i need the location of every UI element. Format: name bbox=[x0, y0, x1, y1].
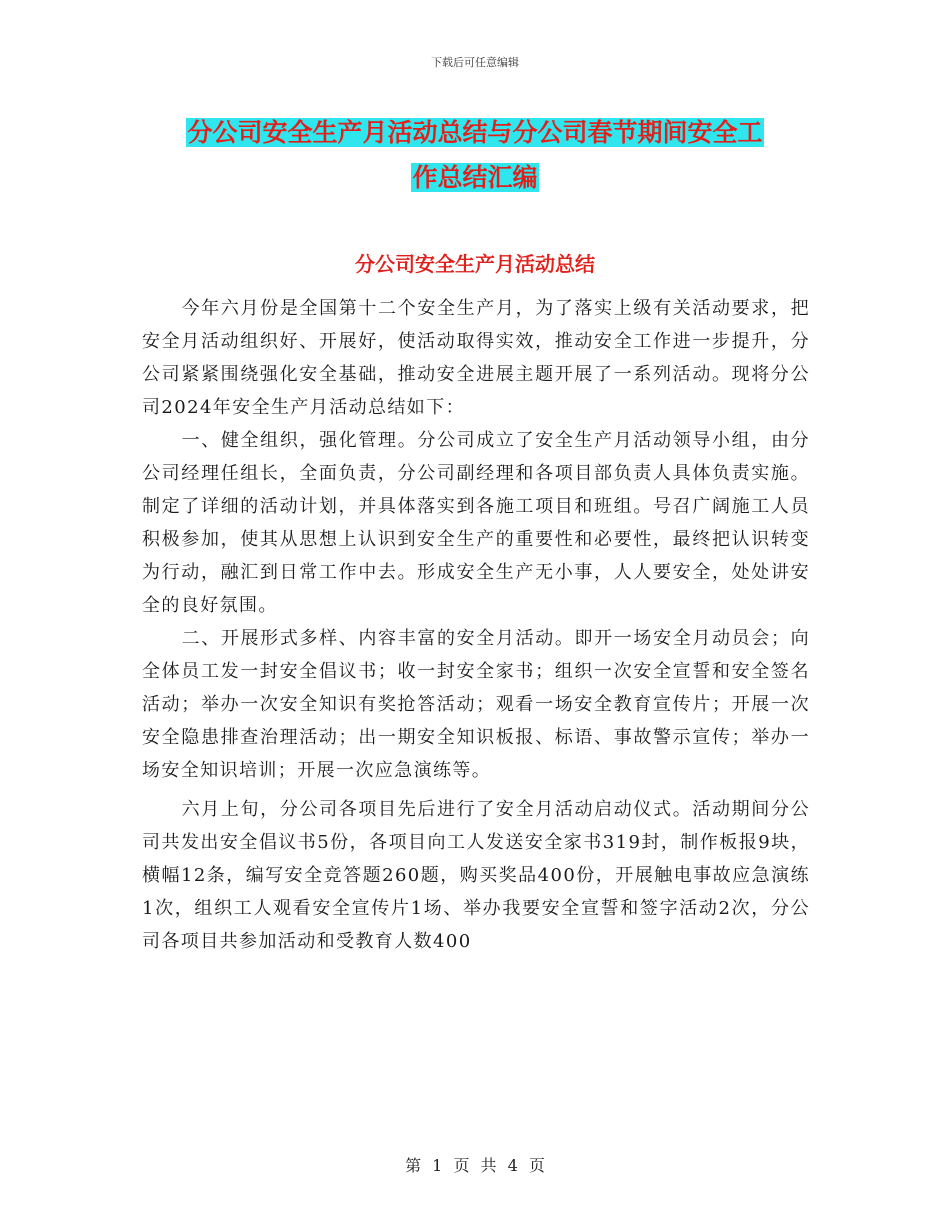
section-title: 分公司安全生产月活动总结 bbox=[355, 252, 595, 276]
body-text bbox=[142, 292, 810, 958]
paragraph-activities: 二、开展形式多样、内容丰富的安全月活动。即开一场安全月动员会；向全体员工发一封安全倡议书；收一封安全家书；组织一次安全宣誓和安全签名活动；举办一次安全知识有奖抢答活动；观看一场安全教育宣传片；开展一次安全隐患排查治理活动；出一期安全知识板报、标语、事故警示宣传；举办一场安全知识培训；开展一次应急演练等。 bbox=[142, 628, 810, 781]
document-title bbox=[0, 110, 950, 200]
paragraph-organization: 一、健全组织，强化管理。分公司成立了安全生产月活动领导小组，由分公司经理任组长，全面负责，分公司副经理和各项目部负责人具体负责实施。制定了详细的活动计划，并具体落实到各施工项目和班组。号召广阔施工人员积极参加，使其从思想上认识到安全生产的重要性和必要性，最终把认识转变为行动，融汇到日常工作中去。形成安全生产无小事，人人要安全，处处讲安全的良好氛围。 bbox=[142, 430, 810, 616]
page-number: 第 1 页 共 4 页 bbox=[405, 1156, 545, 1175]
document-title-line-2: 作总结汇编 bbox=[412, 163, 538, 192]
document-title-line-1: 分公司安全生产月活动总结与分公司春节期间安全工 bbox=[187, 118, 763, 147]
paragraph-statistics: 六月上旬，分公司各项目先后进行了安全月活动启动仪式。活动期间分公司共发出安全倡议书5份，各项目向工人发送安全家书319封，制作板报9块，横幅12条，编写安全竞答题260题，购买奖品400份，开展触电事故应急演练1次，组织工人观看安全宣传片1场、举办我要安全宣誓和签字活动2次，分公司各项目共参加活动和受教育人数400 bbox=[142, 799, 810, 952]
paragraph-intro: 今年六月份是全国第十二个安全生产月，为了落实上级有关活动要求，把安全月活动组织好、开展好，使活动取得实效，推动安全工作进一步提升，分公司紧紧围绕强化安全基础，推动安全进展主题开展了一系列活动。现将分公司2024年安全生产月活动总结如下： bbox=[142, 298, 810, 418]
header-note: 下载后可任意编辑 bbox=[431, 56, 519, 69]
